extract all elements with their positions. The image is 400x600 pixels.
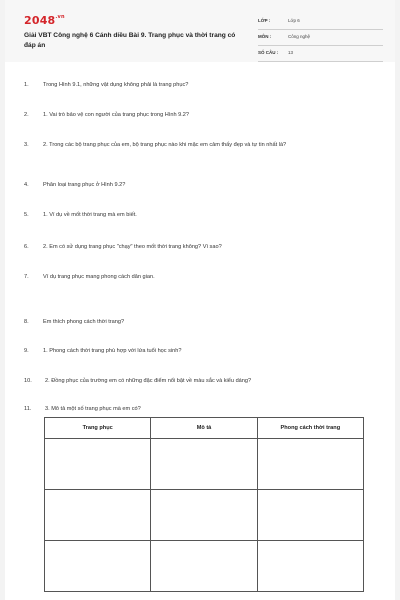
question-10: [24, 377, 379, 386]
site-logo[interactable]: [24, 14, 65, 27]
meta-class-value: Lớp 6: [288, 18, 300, 23]
table-cell-outfit[interactable]: [45, 439, 151, 490]
question-text: 1. Phong cách thời trang phù hợp với lứa tuổi học sinh?: [43, 348, 182, 354]
question-1: [24, 81, 379, 90]
logo-suffix: .vn: [55, 14, 65, 20]
meta-class-label: LỚP :: [258, 18, 271, 23]
question-number: 3.: [24, 142, 29, 148]
question-number: 10.: [24, 378, 32, 384]
question-3: [24, 141, 379, 150]
outfits-table: [44, 417, 364, 592]
question-6: [24, 243, 379, 252]
question-text: 2. Trong các bộ trang phục của em, bộ trang phục nào khi mặc em cảm thấy đẹp và tự tin nhất là?: [43, 142, 287, 148]
question-text: 3. Mô tả một số trang phục mà em có?: [45, 406, 141, 412]
question-7: [24, 273, 379, 282]
question-text: Trong Hình 9.1, những vật dụng không phải là trang phục?: [43, 82, 189, 88]
worksheet-page: [5, 0, 395, 600]
question-4: [24, 181, 379, 190]
table-cell-style[interactable]: [257, 541, 363, 592]
question-2: [24, 111, 379, 120]
question-11: [24, 405, 379, 414]
question-number: 2.: [24, 112, 29, 118]
question-text: 2. Đồng phục của trường em có những đặc điểm nổi bật về màu sắc và kiểu dáng?: [45, 378, 252, 384]
question-text: 1. Vai trò bảo vệ con người của trang phục trong Hình 9.2?: [43, 112, 189, 118]
meta-subject-value: Công nghệ: [288, 34, 311, 39]
question-number: 4.: [24, 182, 29, 188]
column-header-style: Phong cách thời trang: [257, 418, 363, 439]
column-header-outfit: Trang phục: [45, 418, 151, 439]
question-text: Em thích phong cách thời trang?: [43, 319, 125, 325]
question-number: 1.: [24, 82, 29, 88]
table-cell-description[interactable]: [151, 490, 257, 541]
table-cell-outfit[interactable]: [45, 541, 151, 592]
question-8: [24, 318, 379, 327]
table-cell-style[interactable]: [257, 490, 363, 541]
meta-subject-row: [258, 30, 383, 46]
meta-subject-label: MÔN :: [258, 34, 272, 39]
worksheet-header: [5, 0, 395, 62]
worksheet-meta: [258, 14, 383, 62]
question-number: 7.: [24, 274, 29, 280]
meta-count-label: SỐ CÂU :: [258, 50, 279, 55]
question-number: 5.: [24, 212, 29, 218]
column-header-description: Mô tả: [151, 418, 257, 439]
question-text: Phân loại trang phục ở Hình 9.2?: [43, 182, 126, 188]
table-row: [45, 490, 364, 541]
meta-count-row: [258, 46, 383, 62]
question-number: 9.: [24, 348, 29, 354]
question-text: 1. Ví dụ về mốt thời trang mà em biết.: [43, 212, 137, 218]
table-row: [45, 439, 364, 490]
question-number: 6.: [24, 244, 29, 250]
question-number: 11.: [24, 406, 32, 412]
question-text: 2. Em có sử dụng trang phục "chạy" theo mốt thời trang không? Vì sao?: [43, 244, 222, 250]
table-cell-description[interactable]: [151, 541, 257, 592]
question-9: [24, 347, 379, 356]
meta-class-row: [258, 14, 383, 30]
table-header-row: [45, 418, 364, 439]
table-cell-description[interactable]: [151, 439, 257, 490]
table-row: [45, 541, 364, 592]
question-5: [24, 211, 379, 220]
meta-count-value: 13: [288, 50, 294, 55]
logo-text: 2048: [24, 14, 56, 27]
table-cell-outfit[interactable]: [45, 490, 151, 541]
question-number: 8.: [24, 319, 29, 325]
table-cell-style[interactable]: [257, 439, 363, 490]
worksheet-title: Giải VBT Công nghệ 6 Cánh diều Bài 9. Trang phục và thời trang có đáp án: [24, 32, 236, 49]
question-text: Ví dụ trang phục mang phong cách dân gian.: [43, 274, 155, 280]
